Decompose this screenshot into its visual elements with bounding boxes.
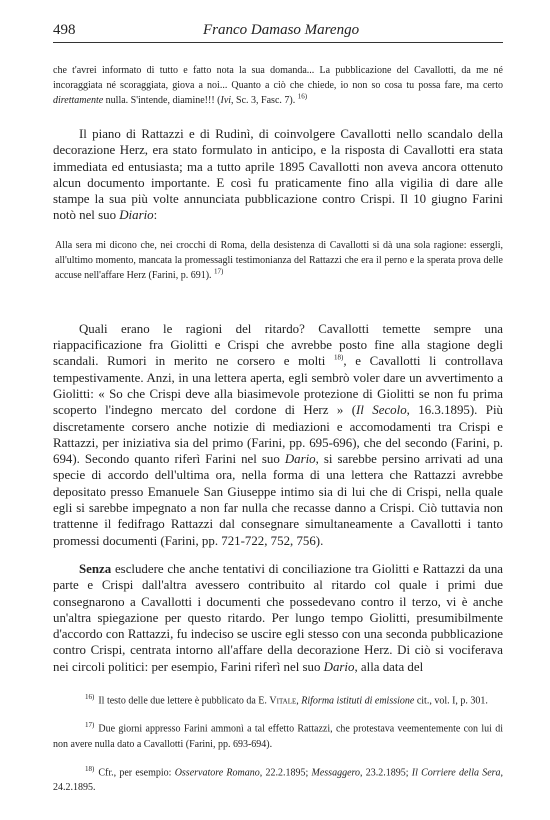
paragraph-2-text-1: Quali erano le ragioni del ritardo? Cavallotti temette sempre una riappacificazione fra Giolitti e Crispi che avrebbe posto fine alla stagione degli scandali. Rumori in merito ne corsero e molti: [53, 321, 503, 369]
top-quote: [53, 63, 503, 108]
paragraph-1-italic: Diario: [119, 208, 154, 223]
footnote-source: Osservatore Romano: [174, 766, 260, 778]
footnote-text: Il testo delle due lettere è pubblicato da E.: [98, 695, 270, 707]
footnote-number: 17): [85, 721, 95, 730]
paragraph-3-italic: Dario: [323, 659, 355, 674]
footnote-text: Due giorni appresso Farini ammonì a tal effetto Rattazzi, che protestava veementemente con lui di non avere nulla dato a Cavallotti (Farini, pp. 693-694).: [53, 723, 503, 750]
top-quote-italic: direttamente: [53, 95, 104, 106]
paragraph-3-lead: Senza: [79, 561, 112, 576]
paragraph-1-text: Il piano di Rattazzi e di Rudinì, di coinvolgere Cavallotti nello scandalo della decorazione Herz, era stato formulato in anticipo, e la risposta di Cavallotti era stata immediata ed entusiasta; ma a tutto aprile 1895 Cavallotti non aveva ancora ottenuto alcun documento importante. E così fu praticamente fino alla vigilia di dare alle stampe la sua più volte annunciata pubblicazione contro Crispi. Il 10 giugno Farini notò nel suo: [53, 127, 503, 223]
top-quote-text-c: , Sc. 3, Fasc. 7).: [231, 95, 296, 106]
footnotes: [53, 690, 503, 803]
footnote-ref-18: 18): [334, 354, 344, 363]
footnote-author: Vitale: [269, 695, 297, 707]
footnote-ref-16: 16): [297, 92, 308, 101]
paragraph-2: [53, 321, 503, 549]
paragraph-3: [53, 561, 503, 675]
footnote-text: , 24.2.1895.: [53, 766, 504, 793]
running-title: Franco Damaso Marengo: [203, 22, 360, 38]
footnote-18: [53, 762, 503, 795]
top-quote-text-b: nulla. S'intende, diamine!!! (: [103, 95, 221, 106]
footnote-title: Riforma istituti di emissione: [301, 695, 415, 707]
paragraph-1: [53, 126, 503, 224]
footnote-number: 18): [85, 764, 95, 773]
footnote-16: [53, 690, 503, 708]
footnote-text: , 22.2.1895;: [259, 766, 312, 778]
page-number: 498: [53, 22, 76, 38]
footnote-number: 16): [85, 693, 95, 701]
block-quote: [53, 238, 503, 283]
paragraph-2-text-3: , 16.3.1895). Più discretamente corsero anche notizie di mediazioni e accomodamenti tra Crispi e Rattazzi, per iniziativa sia del primo (Farini, pp. 695-696), che del secondo (Farini, p. 694). Secondo quanto riferì Farini nel suo: [53, 403, 503, 467]
block-quote-text: Alla sera mi dicono che, nei crocchi di Roma, della desistenza di Cavallotti si dà una sola ragione: essergli, all'ultimo momento, mancata la promessagli testimonianza del Rattazzi che era il perno e la sperata prova delle accuse nell'affare Herz (Farini, p. 691).: [55, 239, 503, 281]
footnote-source: Il Corriere della Sera: [411, 766, 501, 778]
paragraph-2-italic-2: Dario: [284, 452, 316, 467]
top-quote-text-a: che t'avrei informato di tutto e fatto nota la sua domanda... La pubblicazione del Cavallotti, da me né incoraggiata né scoraggiata, giova a noi... Quanto a ciò che chiede, io non so cosa tu possa fare, ma certo: [53, 65, 503, 91]
footnote-17: [53, 718, 503, 751]
paragraph-2-text-4: , si sarebbe persino arrivati ad una specie di accordo dell'ultima ora, nella forma di una lettera che Rattazzi avrebbe depositato presso Emanuele San Giuseppe intimo sia di lui che di Crispi, nella quale egli si sarebbe impegnato a non far nulla che recasse danno a Crispi. Ciò tuttavia non trattenne il fedifrago Rattazzi dal consegnare simultaneamente a Cavallotti i tanto promessi documenti (Farini, pp. 721-722, 752, 756).: [53, 452, 503, 548]
paragraph-2-italic-1: Il Secolo: [356, 403, 407, 418]
footnote-source: Messaggero: [311, 766, 361, 778]
footnote-text: cit., vol. I, p. 301.: [414, 695, 488, 707]
footnote-text: Cfr., per esempio:: [98, 766, 175, 778]
paragraph-1-end: :: [153, 208, 158, 223]
page-header: [53, 22, 503, 43]
page: [53, 22, 503, 675]
paragraph-3-text-2: , alla data del: [354, 659, 424, 674]
top-quote-italic2: Ivi: [220, 95, 232, 106]
footnote-ref-17: 17): [214, 267, 224, 276]
paragraph-2-text-2: , e Cavallotti li controllava tempestivamente. Anzi, in una lettera aperta, egli sembrò voler dare un avvertimento a Giolitti: « So che Crispi deve alla biasimevole protezione di Giolitti se non fu prima scoperto l'indegno mercato del cordone di Herz » (: [53, 354, 503, 418]
paragraph-3-text-1: escludere che anche tentativi di conciliazione tra Giolitti e Rattazzi da una parte e Crispi dall'altra avessero contribuito al ritardo col quale i primi due consegnarono a Cavallotti i documenti che possedevano contro il terzo, vi è anche un'altra spiegazione per questo ritardo. Per lungo tempo Giolitti, presumibilmente d'accordo con Rattazzi, fu indeciso se uscire egli stesso con una seconda pubblicazione contro Crispi, centrata intorno all'affare della decorazione Herz. Di ciò si vociferava nei circoli politici: per esempio, Farini riferì nel suo: [53, 561, 503, 674]
footnote-text: ,: [296, 695, 302, 707]
footnote-text: , 23.2.1895;: [360, 766, 412, 778]
